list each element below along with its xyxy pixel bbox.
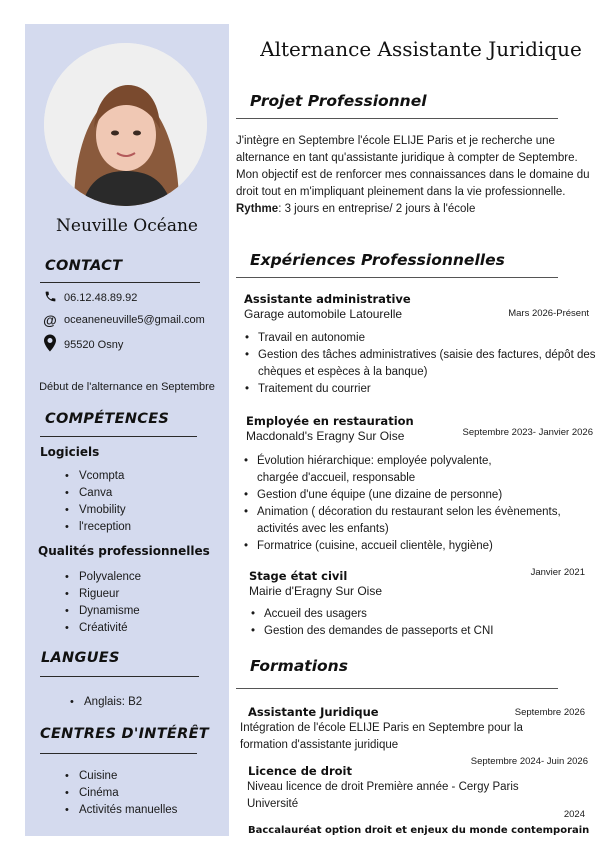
contact-address — [42, 334, 123, 355]
education-divider — [236, 688, 558, 689]
list-item: • Gestion des demandes de passeports et CNI — [251, 623, 591, 640]
list-item: • Dynamisme — [79, 603, 141, 620]
job-employer: Garage automobile Latourelle — [244, 307, 403, 321]
list-item: • Formatrice (cuisine, accueil clientèle, hygiène) — [244, 538, 594, 555]
project-paragraph — [236, 133, 596, 218]
list-item: • Gestion d'une équipe (une dizaine de personne) — [244, 487, 594, 504]
phone-text: 06.12.48.89.92 — [64, 292, 138, 304]
job-date: Mars 2026-Présent — [508, 308, 589, 319]
job-tasks — [245, 330, 600, 398]
list-item: • Accueil des usagers — [251, 606, 591, 623]
start-note: Début de l'alternance en Septembre — [39, 381, 215, 393]
languages-list — [84, 694, 142, 711]
experience-divider — [236, 277, 558, 278]
education-date: Septembre 2026 — [514, 707, 585, 718]
list-item: • Animation ( décoration du restaurant selon les évènements, activités avec les enfants) — [244, 504, 594, 538]
job-tasks — [244, 453, 509, 487]
list-item: • Vcompta — [79, 468, 131, 485]
education-title: Baccalauréat option droit et enjeux du monde contemporain — [248, 825, 590, 836]
project-divider — [236, 118, 558, 119]
project-heading: Projet Professionnel — [250, 92, 427, 110]
list-item: • Gestion des tâches administratives (saisie des factures, dépôt des chèques et espèces à la banque) — [245, 347, 600, 381]
contact-email — [42, 312, 205, 328]
list-item: • Canva — [79, 485, 131, 502]
address-text: 95520 Osny — [64, 338, 124, 351]
skills-divider — [40, 436, 197, 437]
list-item: • Traitement du courrier — [245, 381, 600, 398]
job-employer: Mairie d'Eragny Sur Oise — [249, 584, 383, 598]
at-icon: @ — [43, 312, 57, 328]
education-title: Assistante Juridique — [248, 705, 379, 719]
languages-divider — [40, 676, 199, 677]
job-title: Stage état civil — [249, 569, 348, 583]
rhythm-label: Rythme — [236, 203, 279, 215]
job-title: Employée en restauration — [246, 414, 414, 428]
list-item: • Activités manuelles — [79, 802, 177, 819]
email-text: oceaneneuville5@gmail.com — [64, 314, 205, 326]
candidate-name: Neuville Océane — [56, 216, 198, 236]
list-item: • Cuisine — [79, 768, 177, 785]
job-tasks — [251, 606, 591, 640]
education-date: 2024 — [563, 809, 585, 820]
contact-divider — [40, 282, 200, 283]
rhythm-text: : 3 jours en entreprise/ 2 jours à l'école — [278, 203, 476, 215]
job-title: Assistante administrative — [244, 292, 411, 306]
map-pin-icon — [42, 334, 58, 355]
job-tasks — [244, 487, 594, 555]
contact-phone — [42, 290, 137, 306]
interests-divider — [40, 753, 197, 754]
list-item: • l'reception — [79, 519, 131, 536]
phone-icon — [42, 290, 58, 306]
education-text: Niveau licence de droit Première année - Cergy Paris Université — [247, 781, 519, 810]
list-item: • Créativité — [79, 620, 141, 637]
skills-heading: COMPÉTENCES — [45, 411, 170, 427]
contact-heading: CONTACT — [45, 258, 123, 274]
page-title: Alternance Assistante Juridique — [260, 37, 582, 61]
interests-list — [79, 768, 177, 819]
interests-heading: CENTRES D'INTÉRÊT — [40, 726, 209, 742]
list-item: • Évolution hiérarchique: employée polyvalente, chargée d'accueil, responsable — [244, 453, 509, 487]
languages-heading: LANGUES — [41, 650, 120, 666]
list-item: • Vmobility — [79, 502, 131, 519]
education-text: Intégration de l'école ELIJE Paris en Septembre pour la formation d'assistante juridique — [240, 722, 523, 751]
project-text: J'intègre en Septembre l'école ELIJE Paris et je recherche une alternance en tant qu'assistante juridique à compter de Septembre. Mon objectif est de renforcer mes connaissances dans le domaine du droit tout en m'impliquant pleinement dans la vie professionnelle. — [236, 135, 590, 198]
job-date: Janvier 2021 — [530, 567, 585, 578]
list-item: • Cinéma — [79, 785, 177, 802]
software-label: Logiciels — [40, 445, 100, 459]
education-heading: Formations — [250, 657, 348, 675]
job-employer: Macdonald's Eragny Sur Oise — [246, 429, 405, 443]
job-date: Septembre 2023- Janvier 2026 — [462, 427, 593, 438]
list-item: • Travail en autonomie — [245, 330, 600, 347]
list-item: • Polyvalence — [79, 569, 141, 586]
profile-photo — [44, 43, 207, 206]
list-item: • Anglais: B2 — [84, 694, 142, 711]
education-title: Licence de droit — [248, 764, 352, 778]
software-list — [79, 468, 131, 536]
education-date: Septembre 2024- Juin 2026 — [470, 756, 588, 767]
qualities-label: Qualités professionnelles — [38, 544, 210, 558]
qualities-list — [79, 569, 141, 637]
experience-heading: Expériences Professionnelles — [250, 251, 505, 269]
list-item: • Rigueur — [79, 586, 141, 603]
